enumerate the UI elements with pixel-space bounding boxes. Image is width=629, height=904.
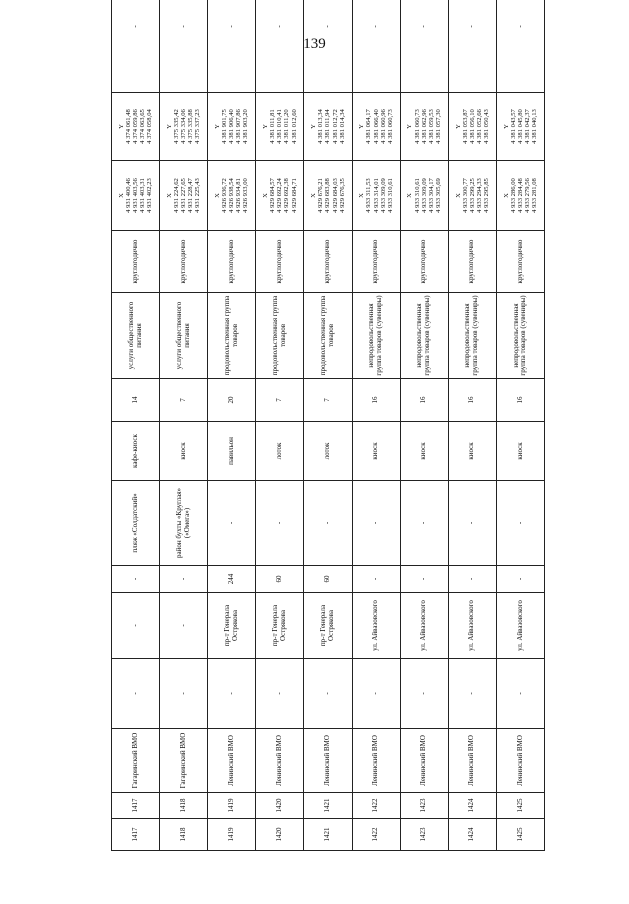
- note-cell: -: [496, 0, 544, 93]
- coord-y-value: 4 381 060,96: [379, 109, 387, 144]
- area-cell: 16: [352, 379, 400, 422]
- district-cell: Ленинский ВМО: [400, 729, 448, 793]
- coord-x-header: X: [358, 193, 366, 198]
- coord-x-value: 4 933 299,25: [468, 178, 476, 213]
- district-cell: Ленинский ВМО: [208, 729, 256, 793]
- coord-x-value: 4 926 933,00: [242, 178, 250, 213]
- note-cell: -: [256, 0, 304, 93]
- row-number-cell: 1423: [400, 819, 448, 851]
- coord-y-value: 4 381 014,34: [338, 109, 346, 144]
- coord-x-value: 4 926 936,72: [221, 178, 229, 213]
- specialization-cell: непродовольственная группа товаров (сувениры): [352, 293, 400, 379]
- object-type-cell: киоск: [352, 422, 400, 481]
- table-row: [160, 0, 208, 851]
- area-cell: 16: [496, 379, 544, 422]
- coord-x-cell: [160, 161, 208, 231]
- house-number-cell: -: [496, 566, 544, 593]
- coord-y-value: 4 375 335,42: [173, 109, 180, 144]
- coord-x-value: 4 931 227,65: [180, 178, 188, 213]
- table-row: [400, 0, 448, 851]
- object-number-cell: 1421: [304, 793, 352, 819]
- coord-y-value: 4 381 043,57: [509, 109, 517, 144]
- coord-y-cell: [256, 93, 304, 161]
- coord-y-value: 4 381 013,34: [317, 109, 325, 144]
- district-cell: Ленинский ВМО: [256, 729, 304, 793]
- object-number-cell: 1419: [208, 793, 256, 819]
- dash-cell: -: [112, 659, 160, 729]
- coord-y-value: 4 381 042,37: [523, 109, 531, 144]
- district-cell: Ленинский ВМО: [496, 729, 544, 793]
- coord-y-value: 4 381 903,20: [242, 109, 250, 144]
- coord-x-value: 4 933 309,09: [420, 178, 428, 213]
- coord-y-cell: [112, 93, 160, 161]
- district-cell: Ленинский ВМО: [352, 729, 400, 793]
- coord-y-cell: [208, 93, 256, 161]
- coord-y-value: 4 381 907,86: [235, 109, 243, 144]
- district-cell: Гагаринский ВМО: [112, 729, 160, 793]
- coord-x-value: 4 931 228,47: [187, 178, 195, 213]
- coord-x-header: X: [214, 193, 221, 198]
- coord-y-value: 4 381 901,75: [221, 109, 229, 144]
- specialization-cell: услуги общественного питания: [112, 293, 160, 379]
- coord-x-value: 4 933 300,77: [461, 178, 469, 213]
- coord-x-value: 4 929 684,57: [269, 178, 277, 213]
- object-number-cell: 1425: [496, 793, 544, 819]
- coord-y-value: 4 381 011,94: [324, 109, 332, 144]
- coord-y-value: 4 375 337,23: [194, 109, 202, 144]
- table-row: [112, 0, 160, 851]
- coord-y-header: Y: [454, 124, 462, 129]
- object-number-cell: 1417: [112, 793, 160, 819]
- street-cell: -: [112, 593, 160, 659]
- coord-y-value: 4 374 059,86: [132, 109, 139, 144]
- street-cell: пр-т Генерала Острякова: [208, 593, 256, 659]
- coord-x-value: 4 933 279,56: [523, 178, 531, 213]
- note-cell: -: [352, 0, 400, 93]
- coord-x-cell: [304, 161, 352, 231]
- object-number-cell: 1423: [400, 793, 448, 819]
- object-number-cell: 1424: [448, 793, 496, 819]
- coord-x-value: 4 931 402,23: [146, 178, 154, 213]
- coord-y-value: 4 381 052,66: [475, 109, 483, 144]
- coord-x-header: X: [165, 193, 173, 198]
- coord-x-value: 4 929 684,03: [331, 178, 339, 213]
- house-number-cell: 244: [208, 566, 256, 593]
- coord-y-value: 4 381 059,53: [427, 109, 435, 144]
- object-type-cell: киоск: [496, 422, 544, 481]
- object-type-cell: павильон: [208, 422, 256, 481]
- object-number-cell: 1418: [160, 793, 208, 819]
- period-cell: круглогодично: [208, 231, 256, 293]
- coord-y-value: 4 374 061,48: [124, 109, 132, 144]
- coord-x-value: 4 929 684,71: [290, 178, 298, 213]
- house-number-cell: -: [160, 566, 208, 593]
- coord-y-value: 4 381 064,17: [365, 109, 373, 144]
- house-number-cell: 60: [304, 566, 352, 593]
- house-number-cell: -: [112, 566, 160, 593]
- row-number-cell: 1419: [208, 819, 256, 851]
- area-cell: 16: [400, 379, 448, 422]
- period-cell: круглогодично: [256, 231, 304, 293]
- area-cell: 14: [112, 379, 160, 422]
- period-cell: круглогодично: [352, 231, 400, 293]
- registry-table-body: [112, 0, 545, 851]
- coord-y-cell: [448, 93, 496, 161]
- coord-x-cell: [448, 161, 496, 231]
- coord-y-value: 4 381 050,43: [482, 109, 490, 144]
- location-cell: -: [496, 481, 544, 566]
- coord-x-value: 4 931 403,31: [139, 178, 147, 213]
- coord-y-cell: [400, 93, 448, 161]
- coord-y-header: Y: [165, 124, 173, 129]
- dash-cell: -: [400, 659, 448, 729]
- table-row: [496, 0, 544, 851]
- period-cell: круглогодично: [400, 231, 448, 293]
- location-cell: район бухты «Круглая» («Омега»): [160, 481, 208, 566]
- dash-cell: -: [208, 659, 256, 729]
- coord-x-header: X: [454, 193, 462, 198]
- location-cell: -: [304, 481, 352, 566]
- location-cell: -: [400, 481, 448, 566]
- coord-y-header: Y: [502, 124, 510, 129]
- coord-x-header: X: [262, 193, 270, 198]
- district-cell: Ленинский ВМО: [448, 729, 496, 793]
- table-row: [208, 0, 256, 851]
- coord-x-value: 4 933 309,09: [379, 178, 387, 213]
- coord-x-cell: [208, 161, 256, 231]
- coord-y-value: 4 375 335,88: [187, 109, 195, 144]
- note-cell: -: [208, 0, 256, 93]
- object-type-cell: киоск: [160, 422, 208, 481]
- coord-x-value: 4 929 692,24: [276, 178, 284, 213]
- coord-y-value: 4 381 057,30: [434, 109, 442, 144]
- specialization-cell: продовольственная группа товаров: [208, 293, 256, 379]
- coord-x-value: 4 933 310,61: [413, 178, 421, 213]
- street-cell: -: [160, 593, 208, 659]
- coord-x-cell: [256, 161, 304, 231]
- row-number-cell: 1422: [352, 819, 400, 851]
- coord-y-value: 4 381 010,41: [276, 109, 284, 144]
- period-cell: круглогодично: [448, 231, 496, 293]
- row-number-cell: 1421: [304, 819, 352, 851]
- note-cell: -: [400, 0, 448, 93]
- coord-y-value: 4 381 012,60: [290, 109, 298, 144]
- area-cell: 7: [256, 379, 304, 422]
- specialization-cell: продовольственная группа товаров: [304, 293, 352, 379]
- coord-y-value: 4 381 056,10: [468, 109, 476, 144]
- dash-cell: -: [496, 659, 544, 729]
- note-cell: -: [304, 0, 352, 93]
- coord-x-value: 4 933 314,01: [372, 178, 380, 213]
- district-cell: Ленинский ВМО: [304, 729, 352, 793]
- coord-x-value: 4 933 281,08: [531, 178, 539, 213]
- period-cell: круглогодично: [496, 231, 544, 293]
- coord-x-value: 4 933 310,61: [386, 178, 394, 213]
- street-cell: ул. Айвазовского: [448, 593, 496, 659]
- object-number-cell: 1420: [256, 793, 304, 819]
- street-cell: ул. Айвазовского: [352, 593, 400, 659]
- coord-x-value: 4 933 304,17: [427, 178, 435, 213]
- object-type-cell: киоск: [448, 422, 496, 481]
- dash-cell: -: [160, 659, 208, 729]
- coord-x-cell: [400, 161, 448, 231]
- row-number-cell: 1417: [112, 819, 160, 851]
- specialization-cell: непродовольственная группа товаров (сувениры): [400, 293, 448, 379]
- page-number: 139: [303, 36, 326, 52]
- coord-x-header: X: [117, 193, 125, 198]
- house-number-cell: 60: [256, 566, 304, 593]
- coord-x-value: 4 929 676,35: [338, 178, 346, 213]
- coord-x-value: 4 929 676,21: [317, 178, 325, 213]
- house-number-cell: -: [400, 566, 448, 593]
- registry-table: [111, 0, 545, 851]
- coord-y-header: Y: [214, 124, 221, 129]
- object-number-cell: 1422: [352, 793, 400, 819]
- district-cell: Гагаринский ВМО: [160, 729, 208, 793]
- coord-x-cell: [112, 161, 160, 231]
- coord-y-header: Y: [310, 124, 318, 129]
- coord-y-value: 4 381 045,80: [516, 109, 524, 144]
- coord-x-value: 4 931 224,62: [173, 178, 180, 213]
- area-cell: 7: [160, 379, 208, 422]
- table-row: [448, 0, 496, 851]
- specialization-cell: непродовольственная группа товаров (сувениры): [496, 293, 544, 379]
- coord-y-header: Y: [117, 124, 125, 129]
- table-row: [304, 0, 352, 851]
- location-cell: -: [208, 481, 256, 566]
- coord-x-value: 4 933 286,00: [509, 178, 517, 213]
- coord-y-value: 4 381 060,73: [413, 109, 421, 144]
- note-cell: -: [448, 0, 496, 93]
- row-number-cell: 1425: [496, 819, 544, 851]
- coord-y-cell: [160, 93, 208, 161]
- coord-y-cell: [496, 93, 544, 161]
- coord-y-value: 4 381 011,81: [269, 109, 277, 144]
- dash-cell: -: [448, 659, 496, 729]
- dash-cell: -: [256, 659, 304, 729]
- coord-x-value: 4 929 683,88: [324, 178, 332, 213]
- location-cell: -: [352, 481, 400, 566]
- location-cell: -: [448, 481, 496, 566]
- specialization-cell: продовольственная группа товаров: [256, 293, 304, 379]
- street-cell: ул. Айвазовского: [496, 593, 544, 659]
- object-type-cell: киоск: [400, 422, 448, 481]
- coord-y-value: 4 374 058,04: [146, 109, 154, 144]
- coord-y-value: 4 381 906,40: [228, 109, 236, 144]
- coord-x-cell: [352, 161, 400, 231]
- location-cell: -: [256, 481, 304, 566]
- table-row: [352, 0, 400, 851]
- coord-x-value: 4 933 294,33: [475, 178, 483, 213]
- row-number-cell: 1424: [448, 819, 496, 851]
- dash-cell: -: [352, 659, 400, 729]
- object-type-cell: кафе-киоск: [112, 422, 160, 481]
- street-cell: ул. Айвазовского: [400, 593, 448, 659]
- row-number-cell: 1420: [256, 819, 304, 851]
- coord-y-cell: [352, 93, 400, 161]
- coord-x-cell: [496, 161, 544, 231]
- coord-y-value: 4 381 060,73: [386, 109, 394, 144]
- coord-y-header: Y: [406, 124, 414, 129]
- coord-y-header: Y: [262, 124, 270, 129]
- specialization-cell: непродовольственная группа товаров (сувениры): [448, 293, 496, 379]
- table-row: [256, 0, 304, 851]
- area-cell: 7: [304, 379, 352, 422]
- area-cell: 20: [208, 379, 256, 422]
- row-number-cell: 1418: [160, 819, 208, 851]
- coord-y-value: 4 381 011,20: [283, 109, 291, 144]
- coord-y-value: 4 375 334,06: [180, 109, 188, 144]
- coord-x-value: 4 931 400,46: [124, 178, 132, 213]
- coord-x-value: 4 933 284,48: [516, 178, 524, 213]
- object-type-cell: лоток: [256, 422, 304, 481]
- coord-x-header: X: [310, 193, 318, 198]
- coord-x-value: 4 926 934,81: [235, 178, 243, 213]
- coord-x-header: X: [406, 193, 414, 198]
- period-cell: круглогодично: [160, 231, 208, 293]
- house-number-cell: -: [352, 566, 400, 593]
- specialization-cell: услуги общественного питания: [160, 293, 208, 379]
- coord-y-value: 4 381 012,72: [331, 109, 339, 144]
- note-cell: -: [160, 0, 208, 93]
- location-cell: пляж «Солдатский»: [112, 481, 160, 566]
- coord-y-cell: [304, 93, 352, 161]
- coord-x-value: 4 933 305,69: [434, 178, 442, 213]
- coord-x-value: 4 929 692,38: [283, 178, 291, 213]
- coord-x-header: X: [502, 193, 510, 198]
- area-cell: 16: [448, 379, 496, 422]
- dash-cell: -: [304, 659, 352, 729]
- object-type-cell: лоток: [304, 422, 352, 481]
- note-cell: -: [112, 0, 160, 93]
- house-number-cell: -: [448, 566, 496, 593]
- coord-y-header: Y: [358, 124, 366, 129]
- coord-x-value: 4 931 225,43: [194, 178, 202, 213]
- coord-y-value: 4 381 062,96: [420, 109, 428, 144]
- coord-x-value: 4 933 311,53: [365, 178, 373, 213]
- coord-y-value: 4 381 066,40: [372, 109, 380, 144]
- street-cell: пр-т Генерала Острякова: [256, 593, 304, 659]
- street-cell: пр-т Генерала Острякова: [304, 593, 352, 659]
- coord-x-value: 4 933 295,85: [482, 178, 490, 213]
- coord-y-value: 4 374 063,65: [139, 109, 147, 144]
- period-cell: круглогодично: [304, 231, 352, 293]
- period-cell: круглогодично: [112, 231, 160, 293]
- coord-x-value: 4 926 938,54: [228, 178, 236, 213]
- coord-y-value: 4 381 040,13: [531, 109, 539, 144]
- coord-x-value: 4 931 403,56: [132, 178, 139, 213]
- coord-y-value: 4 381 053,87: [461, 109, 469, 144]
